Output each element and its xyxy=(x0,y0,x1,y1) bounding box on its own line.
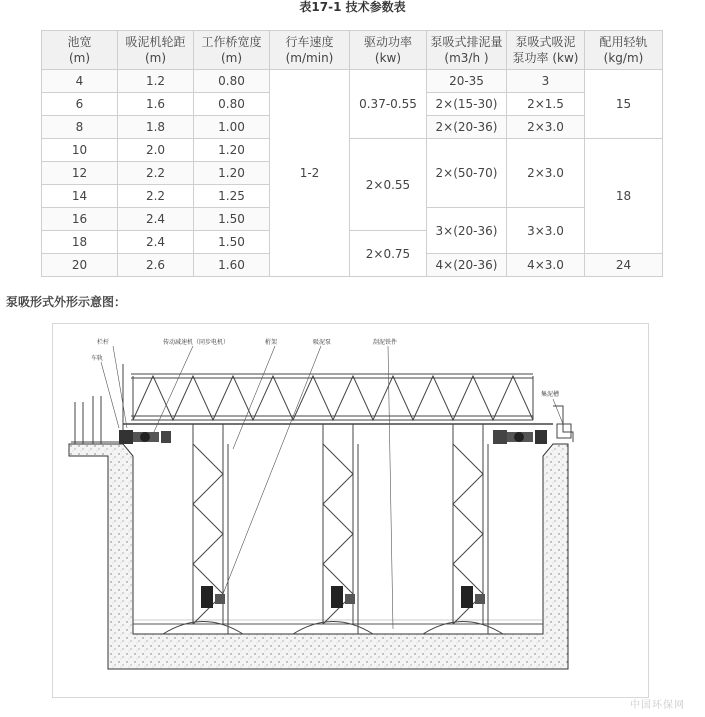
cell-pool-width: 4 xyxy=(42,70,118,93)
cell-bridge-width: 1.20 xyxy=(194,139,270,162)
cell-pump-power: 3×3.0 xyxy=(507,208,585,254)
cell-pump-power: 4×3.0 xyxy=(507,254,585,277)
cell-drive-power: 2×0.55 xyxy=(350,139,427,231)
cell-discharge: 4×(20-36) xyxy=(427,254,507,277)
cell-bridge-width: 1.50 xyxy=(194,231,270,254)
cell-pump-power: 2×3.0 xyxy=(507,139,585,208)
tank-walls xyxy=(69,444,568,669)
cell-bridge-width: 0.80 xyxy=(194,93,270,116)
table-row xyxy=(42,139,663,162)
cell-pool-width: 20 xyxy=(42,254,118,277)
table-header-row xyxy=(42,31,663,70)
cell-bridge-width: 1.60 xyxy=(194,254,270,277)
svg-text:传动减速机（同步电机）: 传动减速机（同步电机） xyxy=(163,339,230,346)
figure-caption: 泵吸形式外形示意图： xyxy=(6,295,127,309)
diagram-labels xyxy=(91,338,559,398)
cell-bridge-width: 1.50 xyxy=(194,208,270,231)
cell-discharge: 2×(20-36) xyxy=(427,116,507,139)
bridge-truss xyxy=(123,374,553,424)
header-bridge-width: 工作桥宽度 (m) xyxy=(194,31,270,70)
cell-pump-power: 3 xyxy=(507,70,585,93)
left-railing xyxy=(71,364,123,444)
cell-discharge: 2×(50-70) xyxy=(427,139,507,208)
header-drive-power: 驱动功率 (kw) xyxy=(350,31,427,70)
svg-text:集泥槽: 集泥槽 xyxy=(541,391,560,398)
svg-text:吸泥泵: 吸泥泵 xyxy=(313,339,332,346)
svg-text:车轨: 车轨 xyxy=(91,355,104,362)
cell-pool-width: 16 xyxy=(42,208,118,231)
diagram-svg xyxy=(53,324,648,697)
cell-wheelbase: 2.0 xyxy=(118,139,194,162)
cell-rail: 15 xyxy=(585,70,663,139)
cell-discharge: 2×(15-30) xyxy=(427,93,507,116)
cell-pool-width: 10 xyxy=(42,139,118,162)
cell-pool-width: 8 xyxy=(42,116,118,139)
header-rail: 配用轻轨 (kg/m) xyxy=(585,31,663,70)
svg-text:桁架: 桁架 xyxy=(265,339,278,346)
cell-speed: 1-2 xyxy=(270,70,350,277)
cell-bridge-width: 0.80 xyxy=(194,70,270,93)
cell-pump-power: 2×3.0 xyxy=(507,116,585,139)
drive-unit-right xyxy=(493,430,547,444)
table-title: 表17-1 技术参数表 xyxy=(299,0,406,14)
header-pool-width: 池宽 (m) xyxy=(42,31,118,70)
cell-bridge-width: 1.25 xyxy=(194,185,270,208)
table-row xyxy=(42,70,663,93)
svg-text:栏杆: 栏杆 xyxy=(97,339,110,346)
cell-drive-power: 0.37-0.55 xyxy=(350,70,427,139)
cell-wheelbase: 2.2 xyxy=(118,185,194,208)
cell-wheelbase: 1.2 xyxy=(118,70,194,93)
cell-wheelbase: 1.6 xyxy=(118,93,194,116)
header-pump-power: 泵吸式吸泥 泵功率 (kw) xyxy=(507,31,585,70)
svg-text:刮泥铁件: 刮泥铁件 xyxy=(373,339,398,346)
cell-discharge: 3×(20-36) xyxy=(427,208,507,254)
cell-pool-width: 18 xyxy=(42,231,118,254)
drive-unit-left xyxy=(119,430,171,444)
header-speed: 行车速度 (m/min) xyxy=(270,31,350,70)
cell-pool-width: 12 xyxy=(42,162,118,185)
cell-drive-power: 2×0.75 xyxy=(350,231,427,277)
suction-pumps xyxy=(201,586,485,608)
cell-discharge: 20-35 xyxy=(427,70,507,93)
watermark: 中国环保网 xyxy=(630,700,685,711)
pump-suction-diagram xyxy=(52,323,649,698)
cell-wheelbase: 2.4 xyxy=(118,231,194,254)
header-discharge: 泵吸式排泥量 (m3/h ) xyxy=(427,31,507,70)
cell-bridge-width: 1.20 xyxy=(194,162,270,185)
cell-pump-power: 2×1.5 xyxy=(507,93,585,116)
cell-pool-width: 6 xyxy=(42,93,118,116)
cell-rail: 18 xyxy=(585,139,663,254)
cell-bridge-width: 1.00 xyxy=(194,116,270,139)
cell-pool-width: 14 xyxy=(42,185,118,208)
cell-wheelbase: 2.4 xyxy=(118,208,194,231)
cell-wheelbase: 2.2 xyxy=(118,162,194,185)
cell-wheelbase: 1.8 xyxy=(118,116,194,139)
cell-wheelbase: 2.6 xyxy=(118,254,194,277)
header-wheelbase: 吸泥机轮距 (m) xyxy=(118,31,194,70)
cell-rail: 24 xyxy=(585,254,663,277)
spec-table xyxy=(41,30,663,277)
